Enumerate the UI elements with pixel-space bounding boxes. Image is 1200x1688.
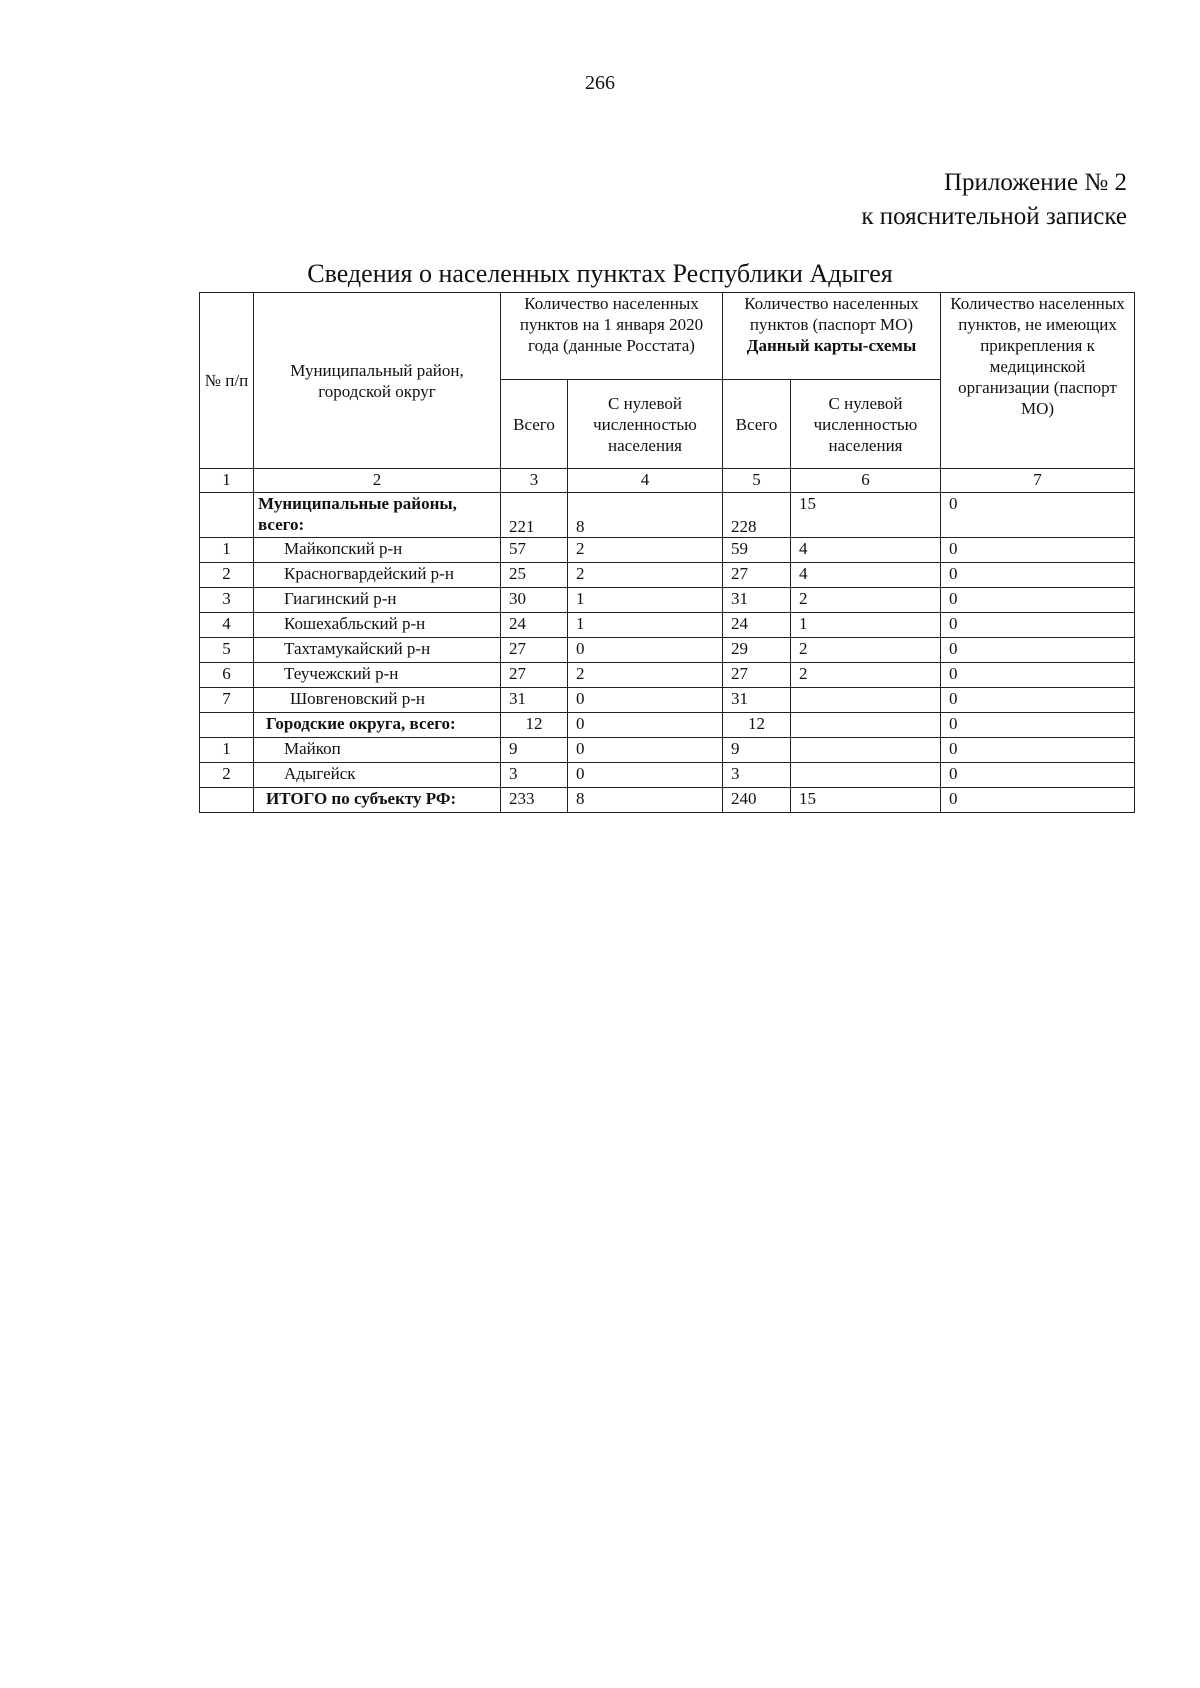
header-mo-zero: С нулевой численностью населения (791, 380, 941, 469)
row-num: 1 (200, 738, 254, 763)
row-name: Красногвардейский р-н (254, 563, 501, 588)
row-mo-zero: 2 (791, 588, 941, 613)
table-row (200, 563, 1135, 588)
row-rosstat-total: 31 (501, 688, 568, 713)
table-row (200, 588, 1135, 613)
column-number: 4 (568, 469, 723, 493)
row-rosstat-total: 30 (501, 588, 568, 613)
row-rosstat-zero: 2 (568, 663, 723, 688)
row-num: 5 (200, 638, 254, 663)
row-mo-total: 27 (723, 563, 791, 588)
row-no-attach: 0 (941, 713, 1135, 738)
appendix-note (861, 166, 1127, 234)
row-mo-total: 9 (723, 738, 791, 763)
table-row (200, 613, 1135, 638)
row-mo-total: 31 (723, 688, 791, 713)
row-mo-zero: 2 (791, 663, 941, 688)
column-number: 6 (791, 469, 941, 493)
row-rosstat-total: 27 (501, 638, 568, 663)
row-no-attach: 0 (941, 613, 1135, 638)
row-rosstat-zero: 2 (568, 563, 723, 588)
row-rosstat-total: 233 (501, 788, 568, 813)
row-rosstat-zero: 0 (568, 738, 723, 763)
row-rosstat-total: 3 (501, 763, 568, 788)
row-rosstat-zero: 0 (568, 763, 723, 788)
row-num: 2 (200, 563, 254, 588)
row-rosstat-zero: 8 (568, 788, 723, 813)
row-name: Гиагинский р-н (254, 588, 501, 613)
row-no-attach: 0 (941, 493, 1135, 538)
table-row (200, 538, 1135, 563)
table-row-grand-total (200, 788, 1135, 813)
table-row (200, 763, 1135, 788)
row-no-attach: 0 (941, 663, 1135, 688)
column-number: 7 (941, 469, 1135, 493)
row-name: Теучежский р-н (254, 663, 501, 688)
row-rosstat-zero: 8 (568, 493, 723, 538)
table-row-districts-total (200, 493, 1135, 538)
header-row-1 (200, 293, 1135, 380)
row-name: Тахтамукайский р-н (254, 638, 501, 663)
column-number: 1 (200, 469, 254, 493)
row-no-attach: 0 (941, 738, 1135, 763)
table-row-city-districts-total (200, 713, 1135, 738)
row-name: ИТОГО по субъекту РФ: (254, 788, 501, 813)
row-mo-total: 24 (723, 613, 791, 638)
row-name: Кошехабльский р-н (254, 613, 501, 638)
row-name: Шовгеновский р-н (254, 688, 501, 713)
row-mo-zero: 2 (791, 638, 941, 663)
column-number: 5 (723, 469, 791, 493)
header-rosstat-total: Всего (501, 380, 568, 469)
row-mo-total: 12 (723, 713, 791, 738)
row-name: Муниципальные районы, всего: (254, 493, 501, 538)
document-title: Сведения о населенных пунктах Республики Адыгея (307, 259, 893, 288)
row-mo-total: 29 (723, 638, 791, 663)
column-number: 3 (501, 469, 568, 493)
row-num: 6 (200, 663, 254, 688)
row-num (200, 713, 254, 738)
row-mo-zero: 4 (791, 538, 941, 563)
row-name: Городские округа, всего: (254, 713, 501, 738)
row-num: 7 (200, 688, 254, 713)
row-num: 4 (200, 613, 254, 638)
table-row (200, 688, 1135, 713)
settlements-table (199, 292, 1135, 813)
header-no-attach: Количество населенных пунктов, не имеющих прикрепления к медицинской организации (паспорт МО) (941, 293, 1135, 469)
header-mo-total: Всего (723, 380, 791, 469)
row-rosstat-total: 9 (501, 738, 568, 763)
page-number: 266 (585, 72, 615, 94)
row-num: 2 (200, 763, 254, 788)
table-row (200, 663, 1135, 688)
row-name: Майкоп (254, 738, 501, 763)
header-district: Муниципальный район, городской округ (254, 293, 501, 469)
column-number: 2 (254, 469, 501, 493)
row-rosstat-zero: 0 (568, 713, 723, 738)
row-rosstat-total: 24 (501, 613, 568, 638)
header-mo-group-line-2: Данный карты-схемы (746, 336, 917, 355)
row-rosstat-zero: 1 (568, 588, 723, 613)
row-mo-total: 59 (723, 538, 791, 563)
row-mo-zero (791, 713, 941, 738)
row-rosstat-zero: 0 (568, 638, 723, 663)
row-mo-zero: 15 (791, 788, 941, 813)
header-rosstat-zero: С нулевой численностью населения (568, 380, 723, 469)
header-rosstat-group: Количество населенных пунктов на 1 января 2020 года (данные Росстата) (501, 293, 723, 380)
row-rosstat-total: 221 (501, 493, 568, 538)
row-mo-zero (791, 688, 941, 713)
row-rosstat-zero: 2 (568, 538, 723, 563)
row-mo-total: 3 (723, 763, 791, 788)
row-mo-total: 228 (723, 493, 791, 538)
row-mo-total: 31 (723, 588, 791, 613)
header-num: № п/п (200, 293, 254, 469)
table-row (200, 738, 1135, 763)
row-no-attach: 0 (941, 563, 1135, 588)
row-num: 3 (200, 588, 254, 613)
row-rosstat-zero: 0 (568, 688, 723, 713)
row-no-attach: 0 (941, 538, 1135, 563)
table-row (200, 638, 1135, 663)
row-no-attach: 0 (941, 788, 1135, 813)
row-mo-zero: 15 (791, 493, 941, 538)
row-mo-zero (791, 738, 941, 763)
row-num: 1 (200, 538, 254, 563)
row-mo-total: 27 (723, 663, 791, 688)
row-no-attach: 0 (941, 763, 1135, 788)
row-rosstat-total: 12 (501, 713, 568, 738)
row-num (200, 493, 254, 538)
row-num (200, 788, 254, 813)
appendix-line-2: к пояснительной записке (861, 203, 1127, 230)
row-rosstat-total: 57 (501, 538, 568, 563)
appendix-line-1: Приложение № 2 (943, 169, 1127, 196)
row-no-attach: 0 (941, 638, 1135, 663)
row-name: Адыгейск (254, 763, 501, 788)
row-no-attach: 0 (941, 588, 1135, 613)
header-mo-group-line-1: Количество населенных пунктов (паспорт МО) (744, 294, 919, 334)
row-mo-zero: 1 (791, 613, 941, 638)
row-rosstat-total: 25 (501, 563, 568, 588)
row-no-attach: 0 (941, 688, 1135, 713)
row-rosstat-total: 27 (501, 663, 568, 688)
row-mo-total: 240 (723, 788, 791, 813)
row-mo-zero (791, 763, 941, 788)
row-rosstat-zero: 1 (568, 613, 723, 638)
row-name: Майкопский р-н (254, 538, 501, 563)
column-number-row (200, 469, 1135, 493)
row-mo-zero: 4 (791, 563, 941, 588)
header-mo-group (723, 293, 941, 380)
